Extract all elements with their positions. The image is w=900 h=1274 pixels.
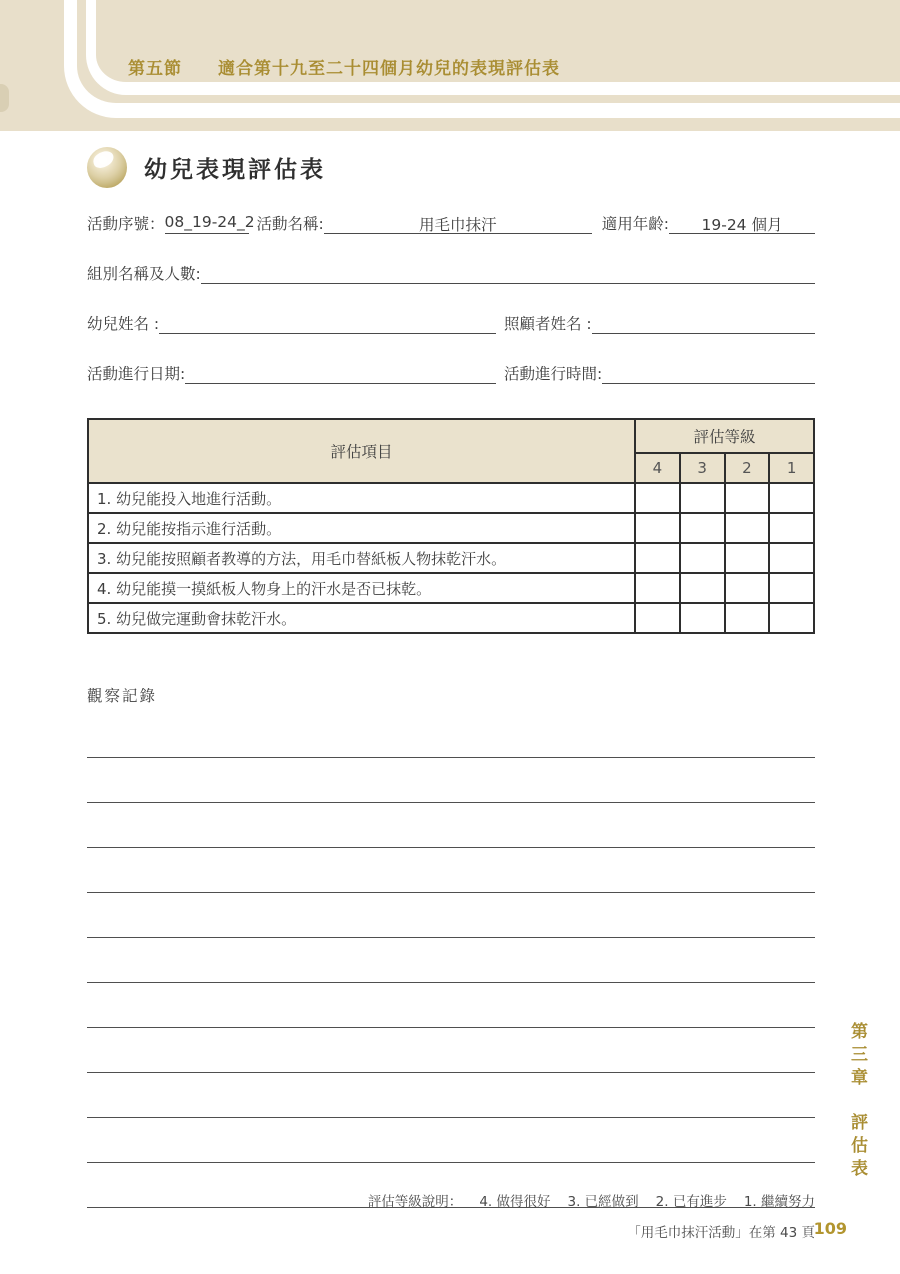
page-header (0, 0, 900, 131)
rating-level-header: 3 (680, 453, 725, 483)
rating-checkbox-cell (725, 603, 770, 633)
rating-checkbox-cell (680, 483, 725, 513)
assessment-item-row (88, 603, 814, 633)
chapter-side-tab (845, 1022, 870, 1182)
observation-line (87, 802, 815, 803)
rating-checkbox-cell (725, 543, 770, 573)
observation-line (87, 1072, 815, 1073)
rating-level-header: 1 (769, 453, 814, 483)
observation-line (87, 1117, 815, 1118)
rating-checkbox-cell (725, 573, 770, 603)
activity-name-value: 用毛巾抹汗 (324, 213, 592, 234)
rating-legend-items (462, 1194, 815, 1210)
assessment-item-row (88, 483, 814, 513)
time-field (602, 363, 815, 384)
child-name-field (159, 313, 496, 334)
assessment-item-text: 1. 幼兒能投入地進行活動。 (88, 483, 635, 513)
observation-line (87, 1162, 815, 1163)
activity-name-label: 活動名稱: (256, 215, 324, 233)
assessment-item-row (88, 573, 814, 603)
rating-legend-label: 評估等級說明： (367, 1194, 463, 1210)
section-title-text: 適合第十九至二十四個月幼兒的表現評估表 (218, 59, 560, 79)
rating-checkbox-cell (725, 483, 770, 513)
rating-checkbox-cell (725, 513, 770, 543)
rating-checkbox-cell (680, 573, 725, 603)
observation-line (87, 757, 815, 758)
activity-no-value: 08_19-24_2 (165, 213, 249, 234)
rating-checkbox-cell (680, 543, 725, 573)
rating-checkbox-cell (769, 483, 814, 513)
section-number: 第五節 (128, 59, 182, 79)
observation-line (87, 847, 815, 848)
rating-checkbox-cell (635, 543, 680, 573)
assessment-item-text: 2. 幼兒能按指示進行活動。 (88, 513, 635, 543)
observation-line (87, 892, 815, 893)
assessment-item-text: 5. 幼兒做完運動會抹乾汗水。 (88, 603, 635, 633)
date-label: 活動進行日期: (87, 365, 186, 383)
rating-checkbox-cell (680, 513, 725, 543)
page-number: 109 (813, 1219, 847, 1238)
header-inner-curve (86, 0, 900, 95)
rating-level-header: 2 (725, 453, 770, 483)
age-value: 19-24 個月 (669, 213, 815, 234)
assessment-table (87, 418, 815, 634)
group-label: 組別名稱及人數: (87, 265, 201, 283)
form-area (87, 212, 815, 384)
rating-checkbox-cell (635, 573, 680, 603)
rating-checkbox-cell (635, 513, 680, 543)
chapter-label: 第三章 (847, 1022, 867, 1091)
activity-no-label: 活動序號： (87, 215, 165, 233)
rating-legend-item: 4. 做得很好 (479, 1194, 551, 1210)
form-row-datetime (87, 362, 815, 384)
rating-legend-item: 1. 繼續努力 (743, 1194, 815, 1210)
section-title (128, 54, 560, 79)
time-label: 活動進行時間: (504, 365, 603, 383)
assessment-item-row (88, 513, 814, 543)
rating-column-header: 評估等級 (635, 419, 814, 453)
caregiver-name-field (592, 313, 815, 334)
form-heading-row (87, 147, 900, 188)
rating-checkbox-cell (769, 603, 814, 633)
age-label: 適用年齡: (601, 215, 669, 233)
page-title: 幼兒表現評估表 (144, 157, 326, 183)
item-column-header: 評估項目 (88, 419, 635, 483)
observation-line (87, 982, 815, 983)
group-field (201, 263, 815, 284)
rating-checkbox-cell (769, 543, 814, 573)
rating-checkbox-cell (680, 603, 725, 633)
assessment-item-text: 4. 幼兒能摸一摸紙板人物身上的汗水是否已抹乾。 (88, 573, 635, 603)
rating-checkbox-cell (769, 573, 814, 603)
rating-checkbox-cell (769, 513, 814, 543)
observation-line (87, 937, 815, 938)
rating-legend-item: 3. 已經做到 (567, 1194, 639, 1210)
header-left-tab (0, 84, 9, 112)
rating-legend-item: 2. 已有進步 (655, 1194, 727, 1210)
assessment-table-body (88, 483, 814, 633)
form-row-activity (87, 212, 815, 234)
rating-checkbox-cell (635, 603, 680, 633)
assessment-item-text: 3. 幼兒能按照顧者教導的方法，用毛巾替紙板人物抹乾汗水。 (88, 543, 635, 573)
rating-checkbox-cell (635, 483, 680, 513)
child-name-label: 幼兒姓名 : (87, 315, 160, 333)
observation-line (87, 1027, 815, 1028)
date-field (185, 363, 496, 384)
activity-reference: 「用毛巾抹汗活動」在第 43 頁 (627, 1225, 815, 1241)
observation-lines (87, 757, 815, 1208)
caregiver-name-label: 照顧者姓名 : (504, 315, 592, 333)
observation-label: 觀察記錄 (87, 687, 158, 705)
form-row-group (87, 262, 815, 284)
rating-legend (368, 1190, 815, 1210)
chapter-section-label: 評估表 (847, 1113, 867, 1182)
form-row-names (87, 312, 815, 334)
pearl-icon (87, 147, 127, 188)
assessment-item-row (88, 543, 814, 573)
rating-level-header: 4 (635, 453, 680, 483)
